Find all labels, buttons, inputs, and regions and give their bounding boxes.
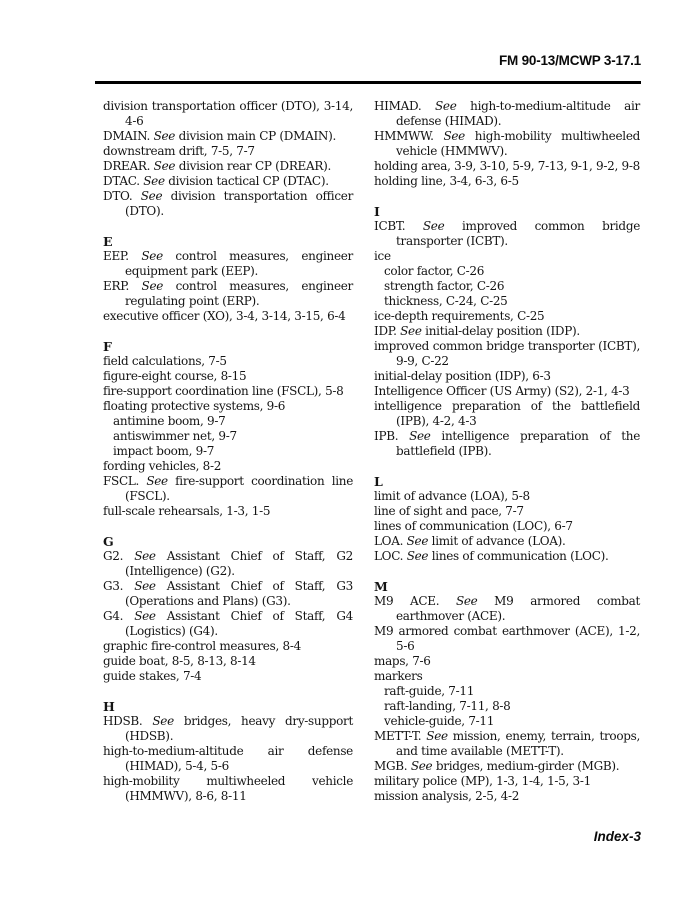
index-entry: ice-depth requirements, C-25 [374, 309, 545, 323]
index-entry: DTO. See division transportation officer (DTO). [103, 189, 353, 218]
index-subentry: impact boom, 9-7 [113, 444, 215, 458]
section-heading-G: G [103, 534, 114, 549]
index-subentry: vehicle-guide, 7-11 [384, 714, 495, 728]
index-entry: ice [374, 249, 391, 263]
index-entry: intelligence preparation of the battlefield (IPB), 4-2, 4-3 [374, 399, 640, 428]
section-heading-F: F [103, 339, 112, 354]
index-entry: EEP. See control measures, engineer equipment park (EEP). [103, 249, 353, 278]
index-entry: ERP. See control measures, engineer regulating point (ERP). [103, 279, 353, 308]
index-entry: downstream drift, 7-5, 7-7 [103, 144, 255, 158]
index-entry: high-to-medium-altitude air defense (HIMAD), 5-4, 5-6 [103, 744, 353, 773]
index-subentry: raft-landing, 7-11, 8-8 [384, 699, 511, 713]
index-entry: HDSB. See bridges, heavy dry-support (HDSB). [103, 714, 353, 743]
index-entry: DREAR. See division rear CP (DREAR). [103, 159, 332, 173]
index-entry: mission analysis, 2-5, 4-2 [374, 789, 520, 803]
index-column-left [103, 99, 353, 804]
index-entry: DMAIN. See division main CP (DMAIN). [103, 129, 337, 143]
index-entry: MGB. See bridges, medium-girder (MGB). [374, 759, 620, 773]
index-entry: fording vehicles, 8-2 [103, 459, 222, 473]
index-entry: military police (MP), 1-3, 1-4, 1-5, 3-1 [374, 774, 591, 788]
index-columns [103, 99, 640, 804]
index-entry: guide boat, 8-5, 8-13, 8-14 [103, 654, 256, 668]
index-entry: maps, 7-6 [374, 654, 431, 668]
index-entry: ICBT. See improved common bridge transporter (ICBT). [374, 219, 640, 248]
index-subentry: antiswimmer net, 9-7 [113, 429, 237, 443]
index-entry: G2. See Assistant Chief of Staff, G2 (Intelligence) (G2). [103, 549, 353, 578]
section-heading-I: I [374, 204, 380, 219]
index-entry: M9 armored combat earthmover (ACE), 1-2, 5-6 [374, 624, 640, 653]
page-number: Index-3 [593, 829, 641, 844]
page-footer [95, 829, 641, 844]
index-entry: FSCL. See fire-support coordination line (FSCL). [103, 474, 354, 503]
index-entry: field calculations, 7-5 [103, 354, 227, 368]
section-heading-L: L [374, 474, 383, 489]
index-entry: initial-delay position (IDP), 6-3 [374, 369, 551, 383]
index-entry: figure-eight course, 8-15 [103, 369, 247, 383]
index-column-right [374, 99, 640, 804]
index-entry: full-scale rehearsals, 1-3, 1-5 [103, 504, 271, 518]
index-entry: Intelligence Officer (US Army) (S2), 2-1, 4-3 [374, 384, 630, 398]
index-entry: HIMAD. See high-to-medium-altitude air defense (HIMAD). [374, 99, 640, 128]
index-entry: LOA. See limit of advance (LOA). [374, 534, 566, 548]
index-entry: guide stakes, 7-4 [103, 669, 202, 683]
index-entry: limit of advance (LOA), 5-8 [374, 489, 530, 503]
index-subentry: strength factor, C-26 [384, 279, 505, 293]
index-entry: improved common bridge transporter (ICBT), 9-9, C-22 [374, 339, 640, 368]
page-header [95, 53, 641, 68]
section-heading-E: E [103, 234, 113, 249]
index-entry: holding area, 3-9, 3-10, 5-9, 7-13, 9-1, 9-2, 9-8 [374, 159, 640, 173]
header-rule [95, 81, 641, 84]
index-subentry: thickness, C-24, C-25 [384, 294, 508, 308]
index-entry: G3. See Assistant Chief of Staff, G3 (Operations and Plans) (G3). [103, 579, 353, 608]
index-entry: high-mobility multiwheeled vehicle (HMMWV), 8-6, 8-11 [103, 774, 353, 803]
index-entry: IDP. See initial-delay position (IDP). [374, 324, 580, 338]
index-entry: executive officer (XO), 3-4, 3-14, 3-15, 6-4 [103, 309, 346, 323]
section-heading-H: H [103, 699, 115, 714]
index-entry: IPB. See intelligence preparation of the battlefield (IPB). [374, 429, 640, 458]
index-entry: LOC. See lines of communication (LOC). [374, 549, 609, 563]
index-entry: M9 ACE. See M9 armored combat earthmover (ACE). [374, 594, 640, 623]
document-code: FM 90-13/MCWP 3-17.1 [498, 53, 641, 68]
index-entry: G4. See Assistant Chief of Staff, G4 (Logistics) (G4). [103, 609, 353, 638]
index-entry: floating protective systems, 9-6 [103, 399, 286, 413]
index-entry: DTAC. See division tactical CP (DTAC). [103, 174, 329, 188]
index-entry: graphic fire-control measures, 8-4 [103, 639, 301, 653]
index-subentry: antimine boom, 9-7 [113, 414, 226, 428]
index-entry: division transportation officer (DTO), 3-14, 4-6 [103, 99, 353, 128]
index-subentry: color factor, C-26 [384, 264, 485, 278]
index-subentry: raft-guide, 7-11 [384, 684, 475, 698]
index-entry: line of sight and pace, 7-7 [374, 504, 524, 518]
index-entry: lines of communication (LOC), 6-7 [374, 519, 573, 533]
index-entry: HMMWW. See high-mobility multiwheeled vehicle (HMMWV). [374, 129, 640, 158]
index-entry: markers [374, 669, 423, 683]
index-entry: holding line, 3-4, 6-3, 6-5 [374, 174, 519, 188]
section-heading-M: M [374, 579, 388, 594]
index-entry: METT-T. See mission, enemy, terrain, troops, and time available (METT-T). [374, 729, 641, 758]
index-entry: fire-support coordination line (FSCL), 5-8 [103, 384, 344, 398]
